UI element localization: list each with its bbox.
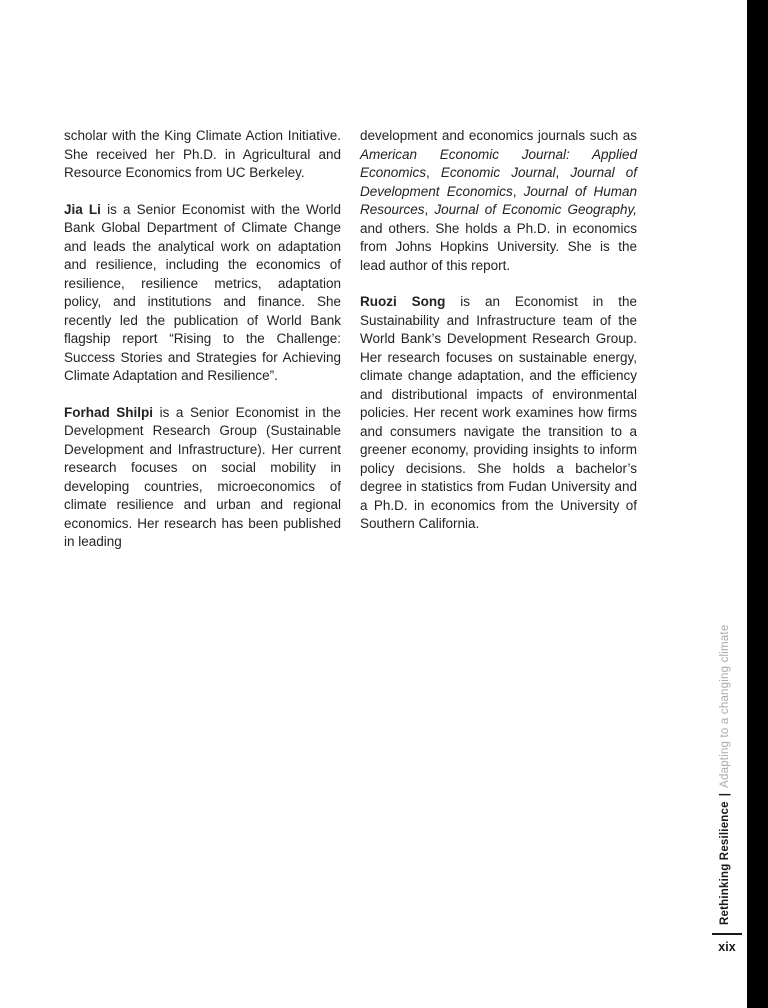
author-name: Ruozi Song (360, 294, 446, 309)
bio-column-left (64, 127, 341, 570)
bio-paragraph (64, 201, 341, 386)
bio-text: and others. She holds a Ph.D. in economics from Johns Hopkins University. She is the lead author of this report. (360, 220, 637, 273)
bio-text: , (512, 183, 524, 199)
bio-text: , (426, 165, 441, 180)
author-name: Jia Li (64, 201, 101, 217)
journal-title: American Economic Journal: Applied Economics (360, 146, 637, 180)
bio-text: scholar with the King Climate Action Initiative. She received her Ph.D. in Agricultural and Resource Economics from UC Berkeley. (64, 128, 341, 180)
journal-title: Economic Journal (440, 165, 556, 180)
journal-title: Journal of Economic Geography, (434, 202, 637, 217)
bio-paragraph (360, 127, 637, 275)
bio-text: , (424, 202, 435, 217)
page-number: xix (718, 940, 736, 954)
bio-column-right (360, 127, 637, 570)
report-subtitle: Adapting to a changing climate (719, 624, 731, 788)
footer-separator: | (719, 792, 731, 797)
bio-text: , (555, 165, 571, 180)
author-name: Forhad Shilpi (64, 404, 154, 420)
report-title: Rethinking Resilience (719, 801, 731, 925)
bio-text: is an Economist in the Sustainability and Infrastructure team of the World Bank’s Development Research Group. Her research focuses on sustainable energy, climate change adaptation, and the efficiency and distributional impacts of environmental policies. Her recent work examines how firms and consumers navigate the transition to a greener economy, providing insights to inform policy decisions. She holds a bachelor’s degree in statistics from Fudan University and a Ph.D. in economics from the University of Southern California. (360, 294, 637, 531)
bio-paragraph (64, 127, 341, 183)
bio-text: development and economics journals such as (360, 128, 637, 143)
bio-columns (64, 127, 637, 570)
journal-title: Journal of Development Economics (360, 165, 637, 199)
bio-paragraph (64, 404, 341, 552)
running-footer (716, 625, 734, 925)
bio-text: is a Senior Economist in the Development Research Group (Sustainable Development and Infrastructure). Her current research focuses on social mobility in developing countries, microeconomics of climate resilience and urban and regional economics. Her research has been published in leading (64, 404, 341, 549)
bio-text: is a Senior Economist with the World Bank Global Department of Climate Change and leads the analytical work on adaptation and resilience, including the economics of resilience, resilience metrics, adaptation policy, and institutions and finance. She recently led the publication of World Bank flagship report “Rising to the Challenge: Success Stories and Strategies for Achieving Climate Adaptation and Resilience”. (64, 201, 342, 383)
bio-paragraph (360, 293, 637, 534)
page-edge-bar (747, 0, 768, 1008)
footer-divider (712, 933, 742, 935)
journal-title: Journal of Human Resources (360, 183, 637, 217)
